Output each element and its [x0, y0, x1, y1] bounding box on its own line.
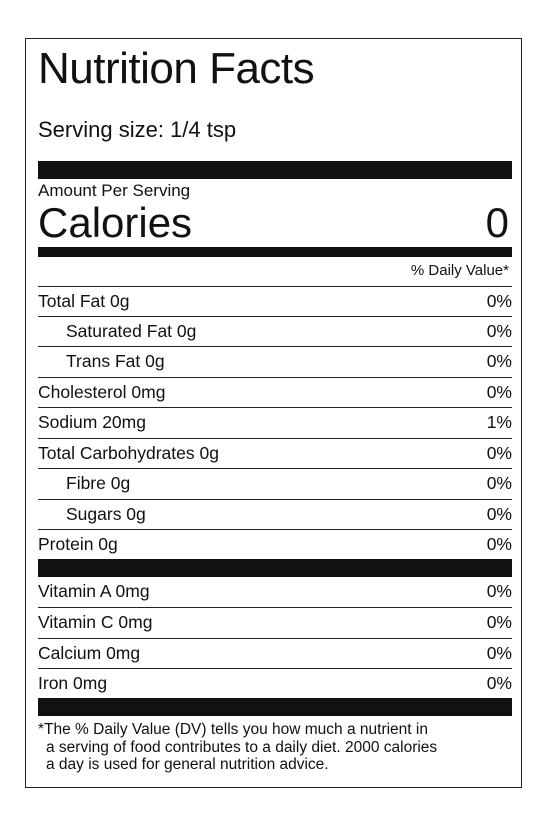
nutrient-percent: 0% [486, 291, 512, 311]
nutrient-name: Cholesterol 0mg [38, 382, 166, 402]
nutrient-row-sodium [38, 407, 512, 437]
nutrient-percent: 0% [486, 443, 512, 463]
nutrient-percent: 0% [486, 382, 512, 402]
nutrient-percent: 0% [486, 504, 512, 524]
medium-divider [38, 247, 512, 257]
nutrient-percent: 0% [486, 351, 512, 371]
nutrient-row-total-carbohydrates [38, 438, 512, 468]
vitamin-row-iron [38, 668, 512, 698]
nutrient-name: Iron 0mg [38, 673, 108, 693]
nutrient-name: Sodium 20mg [38, 412, 146, 432]
nutrient-name: Calcium 0mg [38, 643, 141, 663]
nutrient-name: Saturated Fat 0g [66, 321, 197, 341]
thick-divider [38, 559, 512, 577]
thick-divider [38, 161, 512, 179]
vitamin-row-vitamin-c [38, 607, 512, 637]
nutrient-name: Total Fat 0g [38, 291, 130, 311]
nutrient-percent: 0% [486, 581, 512, 601]
nutrition-facts-label [25, 38, 522, 788]
nutrient-percent: 0% [486, 321, 512, 341]
nutrient-percent: 0% [486, 473, 512, 493]
calories-label: Calories [38, 199, 193, 246]
vitamin-row-vitamin-a [38, 577, 512, 607]
nutrient-percent: 1% [486, 412, 512, 432]
nutrient-name: Trans Fat 0g [66, 351, 165, 371]
label-title: Nutrition Facts [38, 44, 315, 93]
footnote-line: *The % Daily Value (DV) tells you how much a nutrient in [38, 721, 428, 738]
nutrient-row-sugars [38, 499, 512, 529]
nutrient-row-saturated-fat [38, 316, 512, 346]
nutrient-row-cholesterol [38, 377, 512, 407]
nutrient-row-protein [38, 529, 512, 559]
nutrient-name: Vitamin C 0mg [38, 612, 153, 632]
footnote-line: a day is used for general nutrition advice. [46, 756, 329, 773]
calories-value: 0 [485, 199, 509, 246]
nutrient-percent: 0% [486, 534, 512, 554]
nutrient-percent: 0% [486, 673, 512, 693]
footnote-line: a serving of food contributes to a daily diet. 2000 calories [46, 738, 438, 756]
daily-value-footnote [38, 721, 512, 774]
serving-size: Serving size: 1/4 tsp [38, 117, 237, 142]
nutrient-name: Fibre 0g [66, 473, 131, 493]
nutrient-row-fibre [38, 468, 512, 498]
vitamin-row-calcium [38, 638, 512, 668]
nutrient-percent: 0% [486, 612, 512, 632]
nutrient-row-trans-fat [38, 346, 512, 376]
nutrient-percent: 0% [486, 643, 512, 663]
daily-value-header: % Daily Value* [410, 262, 509, 279]
amount-per-serving: Amount Per Serving [38, 181, 191, 200]
nutrient-name: Sugars 0g [66, 504, 146, 524]
nutrient-name: Protein 0g [38, 534, 118, 554]
nutrient-row-total-fat [38, 286, 512, 316]
nutrient-name: Vitamin A 0mg [38, 581, 150, 601]
thick-divider [38, 698, 512, 716]
nutrient-name: Total Carbohydrates 0g [38, 443, 219, 463]
